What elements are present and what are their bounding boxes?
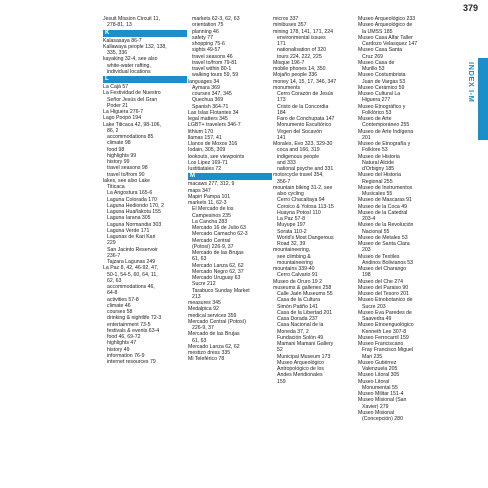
index-subentry: drinking & nightlife 72-3 — [107, 315, 162, 322]
index-entry: measures 345 — [188, 300, 221, 306]
index-subentry: Natural Alcide — [362, 159, 395, 166]
index-subentry: Sorata 110-2 — [277, 228, 307, 235]
index-entry: LGBT+ travelers 346-7 — [188, 122, 241, 129]
index-subentry: travel within 80-1 — [192, 66, 232, 72]
index-entry: Museo de la Catedral — [358, 209, 408, 216]
index-entry: Jesuit Mission Circuit 11, — [103, 16, 160, 22]
index-entry: medical services 359 — [188, 312, 237, 319]
index-subentry: climate 98 — [107, 140, 131, 147]
index-entry: La Paz 8, 42, 46-92, 47, — [103, 265, 159, 272]
index-subentry: Casa Nacional de la — [277, 322, 324, 329]
index-entry: Museo Litoral — [358, 378, 390, 385]
index-entry: Lago Poopó 194 — [103, 115, 142, 122]
index-column-2 — [188, 16, 272, 363]
index-subentry: festivals & events 63-4 — [107, 327, 160, 334]
index-subentry: Higuera 277 — [362, 97, 391, 104]
index-subentry: 226-9, 37 — [192, 325, 214, 331]
index-entry: Mapiri Pampa 101 — [188, 193, 231, 200]
index-subentry: El Mercado de los — [192, 206, 234, 213]
index-subentry: World's Most Dangerous — [277, 234, 334, 241]
index-subentry: 236-7 — [107, 252, 121, 259]
index-subentry: food 46, 69-72 — [107, 334, 141, 340]
index-subentry: planning 46 — [192, 28, 219, 35]
index-subentry: walking tours 59, 59 — [192, 72, 239, 79]
index-entry: Museo Eva Paredes de — [358, 309, 412, 316]
index-subentry: Cerro Chacaltaya 94 — [277, 197, 325, 204]
index-subentry: highlights 99 — [107, 152, 137, 159]
index-subentry: Huayna Potosí 110 — [277, 209, 321, 216]
index-entry: Museo Casa de — [358, 59, 395, 66]
index-subentry: Museo Arqueológico — [277, 359, 325, 366]
index-subentry: accommodations 85 — [107, 134, 154, 140]
index-entry: Museo Casa Alfar Taller — [358, 34, 413, 41]
index-entry: Museo Etnográfico y — [358, 103, 406, 110]
index-subentry: Laguna Colorada 170 — [107, 196, 157, 203]
index-subentry: safety 77 — [192, 34, 214, 41]
index-subentry: Mercado Lanza 62, 62 — [192, 262, 244, 269]
index-subentry: Contemporáneo 255 — [362, 122, 410, 129]
index-subentry: see climbing & — [277, 253, 311, 260]
index-subentry: Quechua 369 — [192, 97, 224, 104]
index-subentry: accommodations 46, — [107, 284, 155, 290]
index-subentry: Monumental 55 — [362, 384, 398, 391]
index-entry: mining 178, 141, 171, 224 — [273, 28, 333, 35]
index-subentry: Folklore 53 — [362, 147, 388, 154]
index-subentry: Fundación Solón 49 — [277, 334, 324, 341]
index-entry: Museo de Santa Clara — [358, 241, 410, 247]
index-entry: money 14, 15, 17, 346, 347 — [273, 78, 337, 85]
index-subentry: mountaineering — [277, 259, 313, 266]
index-entry: motorcycle travel 354, — [273, 172, 324, 179]
index-entry: macaws 277, 312, 9 — [188, 181, 235, 188]
index-entry: Museo del Paraiso 90 — [358, 284, 409, 291]
index-subentry: 229 — [107, 240, 116, 247]
index-subentry: climate 46 — [107, 302, 131, 309]
index-subentry: Sucre 212 — [192, 281, 216, 288]
index-entry: Mercado de las Brujas — [188, 331, 240, 338]
page-number: 379 — [462, 3, 478, 13]
index-subentry: la UMSS 185 — [362, 28, 393, 35]
index-subentry: Casa de la Libertad 201 — [277, 309, 333, 316]
index-subentry: shopping 75-6 — [192, 41, 225, 47]
index-subentry: 61, 63 — [192, 256, 207, 263]
index-subentry: 356-7 — [277, 178, 291, 185]
index-subentry: information 76-9 — [107, 352, 145, 359]
index-subentry: La Cancha 283 — [192, 218, 228, 225]
index-column-4 — [358, 16, 438, 422]
index-subentry: Kenneth Lee 307-8 — [362, 328, 407, 335]
index-subentry: Señor Jesús del Gran — [107, 96, 158, 103]
index-entry: Iustitiatales 72 — [188, 166, 222, 172]
index-entry: Mercado Lanza 62, 62 — [188, 343, 240, 350]
index-subentry: national psyche and 331 — [277, 166, 334, 172]
index-entry: lookouts, see viewpoints — [188, 153, 245, 160]
index-subentry: 203-4 — [362, 216, 376, 222]
index-subentry: Laguna Huañakota 155 — [107, 209, 161, 215]
index-subentry: Valenzuela 205 — [362, 366, 398, 372]
index-entry: Museo de Metales 53 — [358, 234, 408, 241]
index-entry: Museo Litoral 305 — [358, 372, 400, 379]
index-entry: Iodain, 305, 309 — [188, 147, 226, 154]
index-subentry: Cruz 269 — [362, 53, 384, 60]
index-entry: lakes, see also Lake — [103, 177, 151, 184]
index-entry: Museo de Etnografía y — [358, 141, 411, 147]
index-subentry: 335, 336 — [107, 50, 128, 56]
index-subentry: Moneda 37, 2 — [277, 328, 309, 335]
index-subentry: Coroico & Yolosa 113-15 — [277, 203, 334, 210]
index-entry: Mi Teleférico 78 — [188, 356, 225, 363]
index-subentry: Faro de Conchupata 147 — [277, 116, 335, 122]
index-entry: Museo Misional (San — [358, 397, 407, 404]
index-entry: Museo del Charango — [358, 266, 407, 272]
index-entry: Museo de Textiles — [358, 253, 400, 260]
index-entry: Museo Franciscano — [358, 341, 404, 347]
index-subentry: Lagunas de Kari Kari — [107, 234, 156, 240]
index-entry: Museo de Historia — [358, 153, 400, 160]
index-subentry: Xavier) 279 — [362, 403, 389, 410]
index-subentry: Road 32, 39 — [277, 241, 306, 247]
index-letter-heading: L — [103, 76, 187, 83]
index-letter-heading: M — [188, 173, 272, 180]
index-entry: maps 347 — [188, 187, 211, 194]
index-subentry: Monumento Escultórico — [277, 122, 332, 129]
index-subentry: Mercado Central — [192, 237, 231, 244]
index-entry: Misque 196-7 — [273, 59, 305, 66]
index-entry: Museo Costumbrista — [358, 72, 406, 79]
index-subentry: Sucre 203 — [362, 303, 386, 310]
index-entry: Museo Etnoenguológico — [358, 322, 414, 329]
index-entry: Museo Cerámico 59 — [358, 84, 405, 91]
index-subentry: 198 — [362, 272, 371, 279]
index-subentry: coca and 166, 319 — [277, 147, 320, 154]
index-entry: Kalasasaya 86-7 — [103, 37, 142, 44]
index-entry: Museo Gutiérrez — [358, 359, 397, 366]
index-entry: monuments — [273, 84, 301, 91]
index-entry: Mojaño people 336 — [273, 72, 318, 79]
index-tab — [478, 58, 488, 140]
index-subentry: La Paz 57-8 — [277, 216, 305, 222]
index-subentry: markets 62-3, 62, 63 — [192, 16, 240, 22]
index-column-1 — [103, 16, 187, 365]
index-subentry: white-water rafting, — [107, 62, 151, 69]
index-subentry: nationalisation of 320 — [277, 47, 327, 54]
index-subentry: Spanish 364-71 — [192, 103, 229, 110]
index-entry: Museo Arqueológico de — [358, 22, 413, 29]
index-subentry: Murillo 53 — [362, 66, 385, 72]
index-entry: Museo Arqueológico 233 — [358, 16, 416, 22]
index-entry: Museo de Arte Indígena — [358, 128, 414, 135]
index-subentry: also cycling — [277, 191, 304, 197]
index-subentry: Aymara 369 — [192, 84, 220, 91]
index-subentry: Titicaca — [107, 184, 125, 190]
index-subentry: history 49 — [107, 346, 130, 353]
index-subentry: Andes Meridionales — [277, 372, 323, 379]
index-subentry: (Potosí) 226-9, 37 — [192, 243, 234, 250]
index-entry: Las Islas Flotantes 34 — [188, 109, 239, 116]
index-subentry: Mercado 16 de Julio 63 — [192, 225, 246, 231]
index-entry: Museo de la Coca 49 — [358, 203, 408, 210]
index-subentry: 86, 2 — [107, 127, 119, 134]
index-entry: Museo Misional — [358, 409, 395, 416]
index-entry: legal matters 345 — [188, 116, 228, 122]
index-subentry: Laguna Normandia 303 — [107, 221, 162, 228]
index-subentry: orientation 75 — [192, 22, 224, 29]
index-entry: La Cajá 57 — [103, 84, 129, 90]
index-entry: museums & galleries 258 — [273, 284, 332, 291]
index-subentry: and 333 — [277, 159, 296, 166]
index-subentry: Casa de la Cultura — [277, 297, 320, 304]
index-subentry: 61, 63 — [192, 337, 207, 344]
index-entry: lithium 170 — [188, 128, 214, 135]
index-subentry: courses 58 — [107, 309, 133, 315]
index-entry: Museo Etnobotanico de — [358, 297, 413, 304]
index-subentry: Muyupe 197 — [277, 222, 306, 229]
index-entry: kayaking 32-4, see also — [103, 56, 158, 63]
index-entry: mountain biking 31-2, see — [273, 184, 333, 191]
index-entry: Museo de Arte — [358, 116, 392, 122]
index-subentry: Mari 235 — [362, 353, 383, 360]
index-subentry: Musicales 55 — [362, 191, 393, 197]
index-subentry: Nacional 55 — [362, 228, 390, 235]
index-subentry: 64-8 — [107, 290, 118, 297]
index-subentry: 203 — [362, 247, 371, 254]
index-subentry: Antropológico de los — [277, 366, 325, 372]
index-subentry: Mercado de las Brujas — [192, 250, 244, 256]
index-subentry: 159 — [277, 378, 286, 385]
index-subentry: Andinos Bolivianos 53 — [362, 259, 414, 266]
index-tab-label: INDEX I-M — [467, 62, 476, 103]
index-subentry: La Angostura 165-6 — [107, 190, 153, 197]
index-subentry: history 99 — [107, 159, 130, 165]
index-subentry: Laguna Iarana 305 — [107, 215, 151, 222]
index-entry: Museo Cultural La — [358, 91, 401, 97]
index-subentry: 213 — [192, 293, 201, 300]
index-entry: Llanos de Moxos 316 — [188, 141, 238, 147]
index-subentry: travel seasons 46 — [192, 53, 233, 60]
index-entry: La Higuera 276-7 — [103, 109, 144, 115]
index-subentry: 62, 63 — [107, 277, 122, 284]
index-subentry: 141 — [277, 134, 286, 141]
index-subentry: Cerro Calvario 91 — [277, 272, 318, 279]
index-subentry: Cardozo Velasquez 147 — [362, 41, 418, 47]
index-subentry: environmental issues — [277, 34, 326, 41]
index-entry: markets 11, 62-3 — [188, 200, 227, 206]
index-subentry: courses 347, 345 — [192, 91, 232, 97]
index-subentry: (Concepción) 280 — [362, 416, 403, 422]
index-subentry: Calle Jaén Museums 55 — [277, 291, 333, 297]
index-subentry: Fray Francisco Miguel — [362, 347, 414, 354]
index-subentry: Virgen del Socavón — [277, 128, 322, 135]
index-subentry: 278-81, 13 — [107, 22, 132, 29]
index-subentry: Casa Dorada 237 — [277, 316, 318, 322]
index-subentry: Mercado Negro 62, 37 — [192, 268, 244, 275]
index-entry: Museo Ferrocarril 159 — [358, 334, 409, 341]
index-subentry: Cristo de la Concordia — [277, 103, 329, 110]
index-entry: mountains 339-40 — [273, 266, 315, 272]
index-subentry: Tajzara Lagunas 249 — [107, 259, 156, 265]
index-entry: Museo del Historia — [358, 172, 401, 179]
index-subentry: San Jacinto Reservoir — [107, 246, 158, 253]
index-subentry: sights 49-57 — [192, 47, 221, 54]
index-subentry: activities 57-8 — [107, 296, 139, 303]
index-subentry: Folklórico 53 — [362, 109, 392, 116]
index-entry: Los Lipez 169-71 — [188, 159, 228, 166]
index-subentry: 184 — [277, 109, 286, 116]
index-subentry: tours 224, 222, 225 — [277, 53, 322, 60]
index-subentry: highlights 47 — [107, 340, 137, 347]
index-subentry: Regional 255 — [362, 178, 393, 185]
index-subentry: Tarabuco Sunday Market — [192, 287, 250, 294]
index-subentry: 171 — [277, 41, 286, 47]
index-subentry: Saavedra 49 — [362, 316, 392, 322]
index-subentry: indigenous people — [277, 153, 320, 160]
index-entry: mobile phones 14, 350 — [273, 66, 326, 72]
index-entry: Museo de la Revolución — [358, 222, 414, 229]
index-entry: languages 34 — [188, 78, 220, 85]
index-entry: mestizo dress 335 — [188, 350, 231, 356]
index-subentry: Simón Patiño 141 — [277, 303, 318, 310]
index-subentry: Campesinos 235 — [192, 212, 231, 219]
index-entry: La Festividad de Nuestro — [103, 90, 161, 97]
index-column-3 — [273, 16, 357, 385]
index-subentry: Laguna Hediondo 170, 2 — [107, 202, 164, 209]
index-subentry: 201 — [362, 134, 371, 141]
index-subentry: Mercado Camacho 62-3 — [192, 231, 248, 238]
index-subentry: individual locations — [107, 68, 151, 75]
index-subentry: Laguna Verde 171 — [107, 227, 150, 234]
index-entry: Museo Casa Santa — [358, 47, 403, 54]
index-subentry: Mercado Uruguay 63 — [192, 275, 241, 281]
index-subentry: d'Orbigny 185 — [362, 166, 395, 172]
index-entry: Medalpica 92 — [188, 306, 219, 313]
index-entry: Lake Titicaca 42, 98-106, — [103, 121, 161, 128]
index-subentry: travel seasons 98 — [107, 165, 148, 172]
index-subentry: Poder 21 — [107, 102, 129, 109]
index-subentry: 52 — [277, 347, 283, 354]
index-entry: Morales, Evo 323, 329-30 — [273, 141, 333, 147]
index-entry: micros 337 — [273, 16, 299, 22]
index-subentry: internet resources 79 — [107, 359, 156, 365]
index-subentry: food 98 — [107, 146, 125, 153]
index-entry: minibuses 357 — [273, 22, 307, 29]
index-subentry: Cerro Corazón de Jesús — [277, 91, 334, 97]
index-subentry: Mamani Mamani Gallery — [277, 341, 334, 347]
index-subentry: 173 — [277, 97, 286, 104]
index-entry: Museo del Che 274 — [358, 278, 403, 285]
index-entry: Mercado Central (Potosí) — [188, 318, 246, 325]
index-subentry: Municipal Museum 173 — [277, 353, 331, 360]
index-subentry: travel to/from 79-81 — [192, 59, 237, 66]
index-subentry: entertainment 73-5 — [107, 321, 151, 328]
index-entry: Museo del Tesoro 201 — [358, 291, 409, 297]
index-entry: Museo de Mascaras 91 — [358, 197, 412, 204]
index-entry: Museo de Oruro 19 2 — [273, 278, 323, 285]
index-entry: mountaineering, — [273, 247, 311, 254]
index-entry: Museo de Instrumentos — [358, 184, 413, 191]
index-subentry: Juan de Vargas 53 — [362, 78, 406, 85]
index-subentry: 50-1, 54-5, 60, 64, 11, — [107, 271, 158, 278]
index-entry: Museo Militar 151-4 — [358, 391, 404, 397]
index-entry: Kallawaya people 132, 138, — [103, 43, 167, 50]
index-entry: llamas 157, 41 — [188, 134, 222, 141]
index-letter-heading: K — [103, 30, 187, 37]
index-subentry: travel to/from 90 — [107, 171, 145, 178]
